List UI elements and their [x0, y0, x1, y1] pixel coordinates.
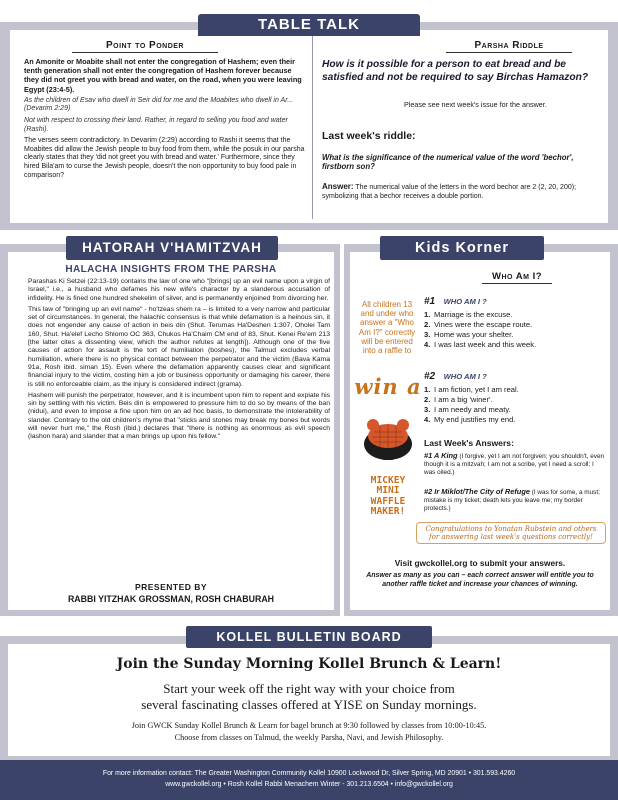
ptp-quote2: Not with respect to crossing their land. Rather, in regard to selling you food and water (Rashi).	[24, 117, 288, 133]
riddle-2-clue: 1. I am fiction, yet I am real.	[424, 385, 519, 394]
kids-korner-title: Kids Korner	[380, 236, 544, 260]
riddle-1-label: WHO AM I ?	[443, 297, 487, 306]
last-week-riddle-title: Last week's riddle:	[322, 130, 416, 142]
last-week-answer	[322, 183, 604, 201]
bulletin-detail-1: Join GWCK Sunday Kollel Brunch & Learn for bagel brunch at 9:30 followed by classes from 10:00-10:45.	[131, 721, 487, 730]
riddle-2-label: WHO AM I ?	[443, 372, 487, 381]
parsha-riddle-heading: Parsha Riddle	[446, 40, 572, 53]
prize-line-4: MAKER!	[370, 506, 406, 518]
prize-name	[356, 476, 420, 518]
waffle-maker-image	[360, 402, 416, 466]
bulletin-detail-2: Choose from classes on Talmud, the weekly Parsha, Navi, and Jewish Philosophy.	[174, 733, 444, 742]
waffle-maker-handle	[382, 454, 394, 460]
prize-line-1: MICKEY	[370, 475, 406, 486]
point-to-ponder-text	[24, 57, 308, 183]
ptp-body: The verses seem contradictory. In Devarim (2:29) according to Rashi it seems that the Moabites did allow the Jewish people to buy food from them, while the posuk in our parsha clearly states that they 'did not greet you with bread and water.' Furthermore, since they hired Bila'am to curse the Jewish people, doesn't the non opportunity to buy food pale in comparison?	[24, 137, 305, 179]
ptp-intro: An Amonite or Moabite shall not enter the congregation of Hashem; even their tenth generation shall not enter the congregation of Hashem forever because they did not greet you with bread and water, on the road, when you were leaving Egypt (23:4-5).	[24, 57, 302, 94]
riddle-2-clues	[424, 385, 606, 425]
footer	[0, 760, 618, 800]
answer-1-label: #1 A King	[424, 451, 458, 460]
hatorah-p2: This law of "bringing up an evil name" - ho'tzeas shem ra – is limited to a very narrow and particular set of circumstances. In general, the halachic consensus is that while defamation is a heinous sin, it does not engender any cause of action in beis din (Shut. Terumas Ha'Deshen 1:307, Oholei Tam 160, Shut. Ha'elef Lecho Shlomo OC 363, Chukos Ha'Chaim CM end of 83, Shut. Kenei Re'em 213 [the latter cites a dissenting view, which the author refutes at length]). Although one of the five causes of action for assault is the tort of humiliation (boshes), the Talmud excludes verbal humiliation, where there is no physical contact between the perpetrator and the victim (Bava Kama 91a, Rosh ibid. siman 15). Even where the defamation apparently causes clear and significant financial injury to the victim, costing him a job or business opportunity or damaging his career, there is still no enforceable claim, as the injury is considered indirect (grama).	[28, 305, 330, 388]
waffle-ear-right	[397, 419, 409, 431]
prize-line-3: WAFFLE	[370, 495, 406, 507]
riddle-2-clue: 3. I am needy and meaty.	[424, 405, 511, 414]
hatorah-title: HATORAH V'HAMITZVAH	[66, 236, 278, 260]
footer-contact: For more information contact: The Greater Washington Community Kollel 10900 Lockwood Dr, Silver Spring, MD 20901 • 301.593.4260	[102, 770, 516, 777]
raffle-win-text: win a	[354, 374, 422, 399]
answer-2-label: #2 Ir Miklot/The City of Refuge	[424, 487, 530, 496]
riddle-1-clue: 2. Vines were the escape route.	[424, 320, 533, 329]
riddle-2-header	[424, 366, 606, 384]
riddle-2-clue: 4. My end justifies my end.	[424, 415, 516, 424]
riddle-1-clue: 4. I was last week and this week.	[424, 340, 537, 349]
bulletin-content	[8, 650, 610, 756]
riddle-2	[424, 366, 606, 425]
last-week-answers-title: Last Week's Answers:	[424, 438, 514, 448]
presenter-name: RABBI YITZHAK GROSSMAN, ROSH CHABURAH	[67, 594, 275, 604]
bulletin-headline: Join the Sunday Morning Kollel Brunch & Learn!	[116, 656, 502, 672]
hatorah-text	[28, 278, 330, 445]
riddle-2-clue: 2. I am a big 'winer'.	[424, 395, 493, 404]
riddle-1-clue: 3. Home was your shelter.	[424, 330, 514, 339]
prize-line-2: MINI	[376, 485, 400, 497]
riddle-1	[424, 291, 606, 350]
bulletin-title: KOLLEL BULLETIN BOARD	[186, 626, 432, 648]
who-am-i-heading: Who Am I?	[482, 271, 552, 284]
riddle-1-header	[424, 291, 606, 309]
riddle-1-clues	[424, 310, 606, 350]
last-week-riddle-question: What is the significance of the numerical value of the word 'bechor', firstborn son?	[322, 153, 574, 172]
ptp-quote1: As the children of Esav who dwell in Seir did for me and the Moabites who dwell in Ar... (Devarim 2:29)	[24, 96, 294, 113]
last-week-answer-2	[424, 488, 606, 513]
visit-submit-text: Visit gwckollel.org to submit your answers.	[394, 558, 566, 568]
footer-links: www.gwckollel.org • Rosh Kollel Rabbi Menachem Winter - 301.213.6504 • info@gwckollel.org	[165, 781, 453, 788]
congratulations-note: Congratulations to Yonatan Rubstein and others for answering last week's questions correctly!	[416, 522, 606, 544]
table-talk-title: TABLE TALK	[198, 14, 420, 36]
hatorah-subtitle: HALACHA INSIGHTS FROM THE PARSHA	[65, 264, 277, 275]
last-week-answer-1	[424, 452, 606, 477]
riddle-2-num: #2	[424, 371, 436, 382]
riddle-1-num: #1	[424, 296, 436, 307]
hatorah-p1: Parashas Ki Setzei (22:13-19) contains the law of one who "[brings] up an evil name upon a virgin of Israel," i.e., a husband who defames his new wife's character by a slanderous accusation of infidelity. He is fined one hundred shekelim of silver, and is permanently enjoined from divorcing her.	[28, 278, 330, 302]
table-talk-divider	[312, 36, 313, 219]
riddle-1-clue: 1. Marriage is the excuse.	[424, 310, 513, 319]
bulletin-sub-1: Start your week off the right way with your choice from	[163, 681, 455, 696]
parsha-riddle-question: How is it possible for a person to eat bread and be satisfied and not be required to say Birchas Hamazon?	[322, 59, 589, 83]
hatorah-p3: Hashem will punish the perpetrator, however, and it is incumbent upon him to repent and expiate his sin by settling with his victim. Beis din is empowered to pressure him to do so by means of the ban (nidui), and even to impose a fine upon him on an ad hoc basis, to demonstrate the intolerability of slander. Contrary to the old children's rhyme that "sticks and stones may break my bones but words will never hurt me," the Rosh (ibid.) declares that "there is nothing as enormous as evil speech (lashon hara) and slander that a man brings up upon his fellow."	[28, 391, 330, 441]
presented-by-label: PRESENTED BY	[134, 582, 208, 592]
answer-1-text: (I forgive, yet I am not forgiven; you shouldn't, even though it is a mitzvah; I am not a scribe, yet I need a scroll; I was oiled.)	[424, 453, 605, 476]
answer-2-text: (I was for some, a must; mistake is my ticket; death lets you leave me; my border protects.)	[424, 489, 600, 512]
answer-text: The numerical value of the letters in the word bechor are 2 (2, 20, 200); symbolizing that a bechor receives a double portion.	[322, 184, 577, 200]
waffle-ear-left	[367, 419, 379, 431]
raffle-text: All children 13 and under who answer a "Who Am I?" correctly will be entered into a raffle to	[358, 300, 416, 356]
answer-note: Answer as many as you can – each correct answer will entitle you to another raffle ticket and increase your chances of winning.	[366, 572, 594, 588]
bulletin-sub-2: several fascinating classes offered at YISE on Sunday mornings.	[141, 697, 477, 712]
point-to-ponder-heading: Point to Ponder	[72, 40, 218, 53]
answer-label: Answer:	[322, 182, 354, 191]
parsha-riddle-note: Please see next week's issue for the answer.	[404, 100, 547, 109]
